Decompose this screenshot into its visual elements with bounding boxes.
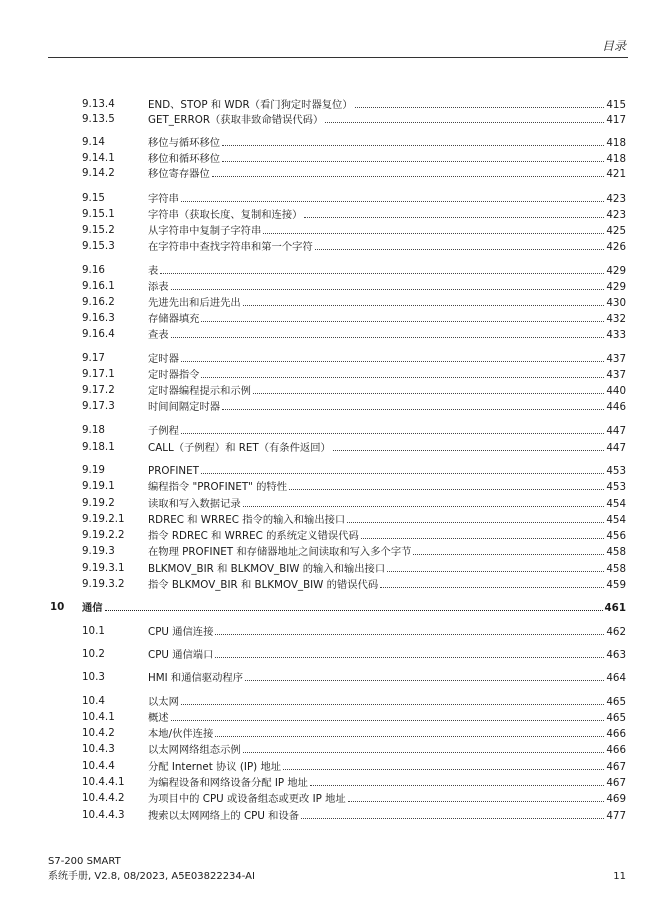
- toc-entry-number: 10: [50, 601, 65, 613]
- toc-entry-line: [148, 367, 626, 382]
- toc-entry-page: 433: [606, 329, 626, 341]
- toc-entry-title[interactable]: 指令 BLKMOV_BIR 和 BLKMOV_BIW 的错误代码: [148, 579, 379, 591]
- toc-entry-title[interactable]: 存储器填充: [148, 313, 200, 325]
- toc-entry-title[interactable]: 指令 RDREC 和 WRREC 的系统定义错误代码: [148, 530, 359, 542]
- dot-leader: [171, 710, 605, 721]
- toc-entry-line: [148, 479, 626, 494]
- toc-entry-number: 9.19: [82, 464, 105, 476]
- toc-entry-page: 454: [606, 514, 626, 526]
- dot-leader: [171, 327, 605, 338]
- toc-entry-line: [148, 775, 626, 790]
- dot-leader: [105, 600, 603, 611]
- toc-entry-number: 9.16.4: [82, 328, 115, 340]
- toc-entry[interactable]: [0, 311, 660, 325]
- toc-entry-title[interactable]: 为项目中的 CPU 或设备组态或更改 IP 地址: [148, 793, 346, 805]
- toc-entry-line: [148, 112, 626, 127]
- toc-entry-number: 9.19.3: [82, 545, 115, 557]
- toc-entry-line: [148, 279, 626, 294]
- toc-entry-line: [148, 759, 626, 774]
- toc-entry-page: 446: [606, 401, 626, 413]
- toc-entry-title[interactable]: 以太网: [148, 696, 179, 708]
- toc-entry[interactable]: [0, 327, 660, 341]
- toc-entry-number: 10.4.4.1: [82, 776, 125, 788]
- toc-entry[interactable]: [0, 383, 660, 397]
- toc-entry-title[interactable]: 表: [148, 265, 159, 277]
- toc-entry-title[interactable]: 在物理 PROFINET 和存储器地址之间读取和写入多个字节: [148, 546, 412, 558]
- dot-leader: [361, 528, 605, 539]
- toc-entry-line: [148, 383, 626, 398]
- dot-leader: [201, 367, 604, 378]
- toc-entry-page: 418: [606, 153, 626, 165]
- toc-entry-number: 9.18: [82, 424, 105, 436]
- toc-entry[interactable]: [0, 112, 660, 126]
- dot-leader: [243, 295, 605, 306]
- toc-entry[interactable]: [0, 239, 660, 253]
- toc-entry[interactable]: [0, 791, 660, 805]
- toc-entry[interactable]: [0, 263, 660, 277]
- toc-entry[interactable]: [0, 295, 660, 309]
- dot-leader: [181, 191, 604, 202]
- toc-entry-number: 9.19.2.1: [82, 513, 125, 525]
- page-footer: [48, 854, 626, 884]
- toc-entry-line: [148, 791, 626, 806]
- toc-entry-line: [148, 263, 626, 278]
- toc-entry-line: [148, 577, 626, 592]
- toc-entry-page: 423: [606, 193, 626, 205]
- toc-entry[interactable]: [0, 694, 660, 708]
- toc-entry[interactable]: [0, 97, 660, 111]
- toc-entry[interactable]: [0, 624, 660, 638]
- toc-entry-title[interactable]: 以太网网络组态示例: [148, 744, 241, 756]
- toc-entry-page: 430: [606, 297, 626, 309]
- toc-entry[interactable]: [0, 544, 660, 558]
- toc-entry-line: [148, 223, 626, 238]
- toc-entry-page: 426: [606, 241, 626, 253]
- toc-entry-page: 467: [606, 761, 626, 773]
- toc-entry-title[interactable]: PROFINET: [148, 465, 199, 477]
- dot-leader: [355, 97, 605, 108]
- toc-entry-title[interactable]: 定时器指令: [148, 369, 200, 381]
- toc-entry[interactable]: [0, 351, 660, 365]
- toc-entry[interactable]: [0, 670, 660, 684]
- dot-leader: [171, 279, 605, 290]
- toc-entry-page: 417: [606, 114, 626, 126]
- toc-entry-number: 10.4.4.2: [82, 792, 125, 804]
- toc-entry-title[interactable]: 移位和循环移位: [148, 153, 221, 165]
- toc-entry-number: 9.18.1: [82, 441, 115, 453]
- toc-entry-page: 466: [606, 728, 626, 740]
- toc-entry-page: 458: [606, 563, 626, 575]
- dot-leader: [387, 561, 604, 572]
- dot-leader: [413, 544, 604, 555]
- toc-entry[interactable]: [0, 399, 660, 413]
- toc-entry[interactable]: [0, 479, 660, 493]
- dot-leader: [222, 399, 604, 410]
- toc-entry-number: 10.2: [82, 648, 105, 660]
- toc-entry-page: 458: [606, 546, 626, 558]
- toc-entry[interactable]: [0, 496, 660, 510]
- toc-entry-line: [148, 151, 626, 166]
- toc-entry-number: 9.15.2: [82, 224, 115, 236]
- toc-entry-number: 9.19.2.2: [82, 529, 125, 541]
- dot-leader: [245, 670, 604, 681]
- toc-entry-page: 467: [606, 777, 626, 789]
- toc-entry-title[interactable]: 本地/伙伴连接: [148, 728, 214, 740]
- toc-entry-page: 454: [606, 498, 626, 510]
- toc-entry-number: 10.1: [82, 625, 105, 637]
- toc-entry[interactable]: [0, 775, 660, 789]
- dot-leader: [315, 239, 605, 250]
- toc-entry-page: 437: [606, 369, 626, 381]
- toc-entry-line: [148, 295, 626, 310]
- toc-entry-line: [148, 327, 626, 342]
- dot-leader: [289, 479, 604, 490]
- toc-entry-title[interactable]: 为编程设备和网络设备分配 IP 地址: [148, 777, 308, 789]
- dot-leader: [215, 726, 604, 737]
- dot-leader: [181, 423, 604, 434]
- toc-entry-line: [148, 512, 626, 527]
- toc-entry-number: 9.14.1: [82, 152, 115, 164]
- toc-entry-number: 10.4.1: [82, 711, 115, 723]
- toc-entry[interactable]: [0, 710, 660, 724]
- toc-entry-number: 9.13.4: [82, 98, 115, 110]
- toc-entry-number: 9.19.3.2: [82, 578, 125, 590]
- toc-entry[interactable]: [0, 577, 660, 591]
- toc-entry-title[interactable]: BLKMOV_BIR 和 BLKMOV_BIW 的输入和输出接口: [148, 563, 386, 575]
- dot-leader: [181, 694, 604, 705]
- toc-entry-number: 10.4.4.3: [82, 809, 125, 821]
- toc-entry-page: 477: [606, 810, 626, 822]
- toc-entry-page: 466: [606, 744, 626, 756]
- toc-entry-page: 432: [606, 313, 626, 325]
- toc-entry-number: 9.17: [82, 352, 105, 364]
- toc-entry-title[interactable]: 通信: [82, 602, 103, 614]
- toc-entry-number: 9.14.2: [82, 167, 115, 179]
- dot-leader: [215, 647, 604, 658]
- toc-entry-title[interactable]: 查表: [148, 329, 169, 341]
- toc-entry[interactable]: [0, 367, 660, 381]
- toc-entry[interactable]: [0, 561, 660, 575]
- running-header-title: 目录: [601, 39, 626, 53]
- toc-entry[interactable]: [0, 279, 660, 293]
- toc-entry-title[interactable]: GET_ERROR（获取非致命错误代码）: [148, 114, 324, 126]
- toc-entry-title[interactable]: 在字符串中查找字符串和第一个字符: [148, 241, 313, 253]
- dot-leader: [310, 775, 604, 786]
- toc-entry-line: [82, 600, 626, 615]
- toc-entry-number: 10.4.3: [82, 743, 115, 755]
- dot-leader: [243, 496, 605, 507]
- toc-entry-number: 10.4: [82, 695, 105, 707]
- toc-entry-number: 9.15.1: [82, 208, 115, 220]
- toc-entry-line: [148, 496, 626, 511]
- toc-entry-number: 9.17.2: [82, 384, 115, 396]
- toc-entry[interactable]: [0, 191, 660, 205]
- toc-entry-number: 9.14: [82, 136, 105, 148]
- toc-entry[interactable]: [0, 440, 660, 454]
- dot-leader: [181, 351, 604, 362]
- toc-entry-page: 465: [606, 712, 626, 724]
- toc-entry-title[interactable]: 先进先出和后进先出: [148, 297, 241, 309]
- toc-entry-line: [148, 423, 626, 438]
- toc-entry-title[interactable]: 移位寄存器位: [148, 168, 210, 180]
- toc-entry[interactable]: [0, 223, 660, 237]
- toc-entry-title[interactable]: 定时器: [148, 353, 179, 365]
- toc-entry-title[interactable]: 从字符串中复制子字符串: [148, 225, 262, 237]
- toc-entry-title[interactable]: RDREC 和 WRREC 指令的输入和输出接口: [148, 514, 346, 526]
- toc-entry-number: 9.17.3: [82, 400, 115, 412]
- toc-entry-page: 437: [606, 353, 626, 365]
- dot-leader: [283, 759, 604, 770]
- toc-chapter-entry[interactable]: [0, 600, 660, 614]
- toc-entry-line: [148, 135, 626, 150]
- toc-entry-page: 421: [606, 168, 626, 180]
- toc-entry[interactable]: [0, 166, 660, 180]
- toc-entry-line: [148, 710, 626, 725]
- toc-entry-line: [148, 399, 626, 414]
- dot-leader: [222, 151, 604, 162]
- toc-entry-page: 453: [606, 465, 626, 477]
- toc-entry-line: [148, 191, 626, 206]
- dot-leader: [301, 808, 604, 819]
- toc-entry-line: [148, 528, 626, 543]
- toc-entry-line: [148, 207, 626, 222]
- dot-leader: [348, 791, 605, 802]
- toc-entry[interactable]: [0, 726, 660, 740]
- toc-entry-title[interactable]: 子例程: [148, 425, 179, 437]
- toc-entry-page: 440: [606, 385, 626, 397]
- toc-entry-page: 429: [606, 281, 626, 293]
- toc-entry-title[interactable]: CPU 通信端口: [148, 649, 214, 661]
- toc-entry-page: 461: [604, 602, 626, 614]
- toc-entry-title[interactable]: 编程指令 "PROFINET" 的特性: [148, 481, 288, 493]
- toc-entry-title[interactable]: CALL（子例程）和 RET（有条件返回）: [148, 442, 331, 454]
- toc-entry[interactable]: [0, 512, 660, 526]
- toc-entry[interactable]: [0, 135, 660, 149]
- toc-entry-title[interactable]: 字符串（获取长度、复制和连接）: [148, 209, 303, 221]
- toc-entry-page: 464: [606, 672, 626, 684]
- toc-entry-page: 415: [606, 99, 626, 111]
- footer-document-info: 系统手册, V2.8, 08/2023, A5E03822234-AI: [48, 871, 255, 882]
- toc-entry-line: [148, 544, 626, 559]
- toc-entry-title[interactable]: 时间间隔定时器: [148, 401, 221, 413]
- toc-entry-number: 9.16.1: [82, 280, 115, 292]
- toc-entry-title[interactable]: 分配 Internet 协议 (IP) 地址: [148, 761, 282, 773]
- toc-entry-number: 9.13.5: [82, 113, 115, 125]
- dot-leader: [263, 223, 604, 234]
- dot-leader: [212, 166, 605, 177]
- toc-entry-title[interactable]: CPU 通信连接: [148, 626, 214, 638]
- toc-entry-line: [148, 694, 626, 709]
- toc-entry-page: 429: [606, 265, 626, 277]
- toc-entry-page: 447: [606, 425, 626, 437]
- toc-entry-line: [148, 97, 626, 112]
- toc-entry[interactable]: [0, 207, 660, 221]
- toc-entry-number: 9.15: [82, 192, 105, 204]
- toc-entry-number: 9.16.3: [82, 312, 115, 324]
- toc-entry-title[interactable]: 添表: [148, 281, 169, 293]
- footer-page-number: 11: [613, 871, 626, 882]
- dot-leader: [304, 207, 604, 218]
- toc-entry[interactable]: [0, 463, 660, 477]
- toc-entry-page: 425: [606, 225, 626, 237]
- toc-entry[interactable]: [0, 528, 660, 542]
- toc-entry-line: [148, 239, 626, 254]
- toc-entry-line: [148, 647, 626, 662]
- toc-entry[interactable]: [0, 647, 660, 661]
- toc-entry-number: 9.16: [82, 264, 105, 276]
- toc-entry-line: [148, 311, 626, 326]
- dot-leader: [201, 311, 604, 322]
- dot-leader: [253, 383, 604, 394]
- toc-entry[interactable]: [0, 808, 660, 822]
- toc-entry-number: 9.19.3.1: [82, 562, 125, 574]
- toc-entry-number: 9.19.1: [82, 480, 115, 492]
- toc-entry-page: 469: [606, 793, 626, 805]
- toc-entry-title[interactable]: 移位与循环移位: [148, 137, 221, 149]
- toc-entry-page: 463: [606, 649, 626, 661]
- toc-entry-number: 9.17.1: [82, 368, 115, 380]
- toc-entry-number: 10.4.4: [82, 760, 115, 772]
- toc-entry-title[interactable]: 搜索以太网网络上的 CPU 和设备: [148, 810, 300, 822]
- toc-entry-line: [148, 351, 626, 366]
- dot-leader: [347, 512, 604, 523]
- dot-leader: [243, 742, 605, 753]
- toc-entry-page: 418: [606, 137, 626, 149]
- dot-leader: [215, 624, 604, 635]
- dot-leader: [325, 112, 604, 123]
- toc-entry[interactable]: [0, 759, 660, 773]
- toc-entry-line: [148, 166, 626, 181]
- toc-entry-line: [148, 624, 626, 639]
- toc-entry-line: [148, 726, 626, 741]
- toc-entry-title[interactable]: HMI 和通信驱动程序: [148, 672, 244, 684]
- toc-entry-title[interactable]: 读取和写入数据记录: [148, 498, 241, 510]
- dot-leader: [222, 135, 604, 146]
- toc-entry-title[interactable]: END、STOP 和 WDR（看门狗定时器复位）: [148, 99, 353, 111]
- toc-entry-line: [148, 463, 626, 478]
- toc-entry-page: 459: [606, 579, 626, 591]
- toc-entry-page: 447: [606, 442, 626, 454]
- toc-entry-page: 462: [606, 626, 626, 638]
- toc-entry-page: 423: [606, 209, 626, 221]
- toc-entry-number: 10.4.2: [82, 727, 115, 739]
- toc-entry[interactable]: [0, 151, 660, 165]
- toc-entry-number: 9.19.2: [82, 497, 115, 509]
- toc-entry-number: 10.3: [82, 671, 105, 683]
- dot-leader: [160, 263, 604, 274]
- toc-entry-title[interactable]: 定时器编程提示和示例: [148, 385, 251, 397]
- toc-entry-page: 465: [606, 696, 626, 708]
- toc-entry-line: [148, 808, 626, 823]
- toc-entry-line: [148, 440, 626, 455]
- footer-product: S7-200 SMART: [48, 856, 121, 867]
- toc-entry-number: 9.16.2: [82, 296, 115, 308]
- toc-entry[interactable]: [0, 423, 660, 437]
- toc-entry-line: [148, 670, 626, 685]
- toc-entry-page: 456: [606, 530, 626, 542]
- toc-entry-line: [148, 742, 626, 757]
- toc-entry-page: 453: [606, 481, 626, 493]
- dot-leader: [201, 463, 604, 474]
- toc-entry-line: [148, 561, 626, 576]
- toc-entry[interactable]: [0, 742, 660, 756]
- dot-leader: [380, 577, 604, 588]
- toc-entry-title[interactable]: 字符串: [148, 193, 179, 205]
- header-rule: [48, 57, 628, 58]
- dot-leader: [333, 440, 605, 451]
- toc-entry-number: 9.15.3: [82, 240, 115, 252]
- toc-entry-title[interactable]: 概述: [148, 712, 169, 724]
